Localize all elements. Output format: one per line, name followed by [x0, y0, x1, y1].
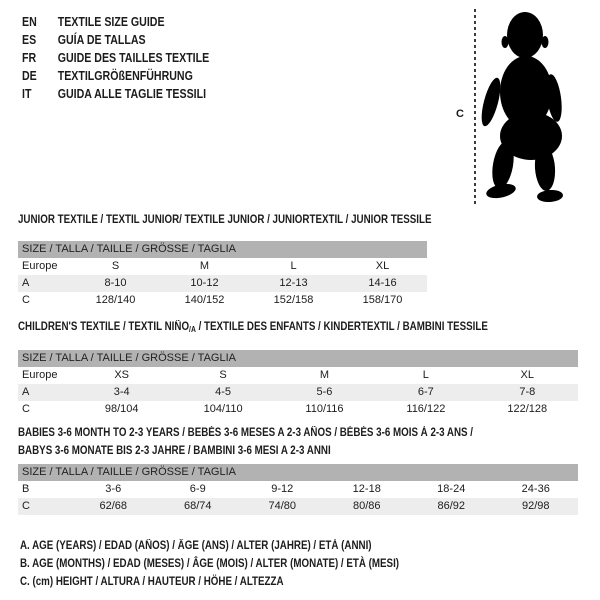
language-code: DE [22, 69, 37, 83]
language-row [22, 85, 209, 103]
row-label-cell: C [22, 500, 30, 512]
language-label: GUÍA DE TALLAS [57, 33, 146, 47]
legend-line-a: A. AGE (YEARS) / EDAD (AÑOS) / ÂGE (ANS) / ALTER (JAHRE) / ETÀ (ANNI) [20, 540, 372, 552]
size-value-cell: M [319, 369, 330, 381]
language-row [22, 67, 209, 85]
children-title-subscript: /A [189, 325, 196, 334]
height-dashed-line [474, 9, 476, 205]
size-value-cell: 128/140 [95, 294, 136, 306]
language-label: TEXTILE SIZE GUIDE [57, 15, 165, 29]
size-value-cell: L [422, 369, 429, 381]
table-row [18, 498, 578, 515]
language-label: TEXTILGRÖßENFÜHRUNG [57, 69, 193, 83]
language-label: GUIDA ALLE TAGLIE TESSILI [57, 87, 207, 101]
size-value-cell: 9-12 [271, 483, 294, 495]
babies-size-table [18, 481, 578, 515]
height-marker-label: C [456, 108, 464, 120]
row-label-cell: C [22, 403, 30, 415]
language-code: EN [22, 15, 37, 29]
junior-table-title: JUNIOR TEXTILE / TEXTIL JUNIOR/ TEXTILE JUNIOR / JUNIORTEXTIL / JUNIOR TESSILE [18, 214, 432, 226]
size-value-cell: XL [520, 369, 535, 381]
size-value-cell: XL [375, 260, 390, 272]
size-value-cell: 116/122 [406, 403, 446, 415]
legend-line-c: C. (cm) HEIGHT / ALTURA / HAUTEUR / HÖHE / ALTEZZA [20, 576, 284, 588]
size-value-cell: 6-9 [189, 483, 206, 495]
size-value-cell: 68/74 [183, 500, 212, 512]
size-value-cell: 4-5 [215, 386, 232, 398]
language-row [22, 49, 209, 67]
size-header-bar: SIZE / TALLA / TAILLE / GRÖSSE / TAGLIA [18, 464, 578, 481]
size-value-cell: L [290, 260, 297, 272]
row-label-cell: B [22, 483, 30, 495]
size-value-cell: 14-16 [368, 277, 397, 289]
language-row [22, 31, 209, 49]
toddler-silhouette-image [481, 10, 567, 208]
size-value-cell: S [111, 260, 120, 272]
language-label: GUIDE DES TAILLES TEXTILE [57, 51, 210, 65]
row-label-cell: C [22, 294, 30, 306]
row-label-cell: A [22, 386, 30, 398]
language-code: FR [22, 51, 37, 65]
language-code: IT [22, 87, 32, 101]
language-code: ES [22, 33, 37, 47]
size-value-cell: 3-4 [113, 386, 130, 398]
size-value-cell: 8-10 [104, 277, 127, 289]
size-value-cell: 24-36 [521, 483, 550, 495]
children-size-table [18, 367, 578, 418]
table-row [18, 258, 427, 275]
table-row [18, 481, 578, 498]
table-row [18, 292, 427, 309]
junior-size-table [18, 258, 427, 309]
language-row [22, 13, 209, 31]
size-value-cell: 10-12 [190, 277, 219, 289]
babies-table-title [18, 424, 494, 460]
size-value-cell: 104/110 [203, 403, 243, 415]
size-value-cell: 110/116 [305, 403, 344, 415]
row-label-cell: Europe [22, 260, 58, 272]
legend-line-b: B. AGE (MONTHS) / EDAD (MESES) / ÂGE (MOIS) / ALTER (MONATE) / ETÀ (MESI) [20, 558, 400, 570]
size-value-cell: M [199, 260, 210, 272]
babies-title-line-2: BABYS 3-6 MONATE BIS 2-3 JAHRE / BAMBINI 3-6 MESI A 2-3 ANNI [18, 445, 331, 457]
size-value-cell: 62/68 [99, 500, 128, 512]
size-value-cell: 7-8 [519, 386, 536, 398]
table-row [18, 275, 427, 292]
size-value-cell: 158/170 [362, 294, 403, 306]
size-value-cell: 3-6 [105, 483, 122, 495]
size-value-cell: 86/92 [437, 500, 466, 512]
babies-title-line-1: BABIES 3-6 MONTH TO 2-3 YEARS / BEBÉS 3-6 MESES A 2-3 AÑOS / BÉBÉS 3-6 MOIS À 2-3 ANS / [18, 427, 474, 439]
children-title-text: / TEXTILE DES ENFANTS / KINDERTEXTIL / BAMBINI TESSILE [195, 321, 488, 333]
size-value-cell: 74/80 [268, 500, 297, 512]
size-value-cell: 5-6 [316, 386, 333, 398]
table-row [18, 384, 578, 401]
size-value-cell: 18-24 [437, 483, 466, 495]
size-value-cell: 12-18 [352, 483, 381, 495]
children-title-text: CHILDREN'S TEXTILE / TEXTIL NIÑO [18, 321, 190, 333]
size-value-cell: 12-13 [279, 277, 308, 289]
junior-section [18, 214, 432, 309]
children-section [18, 321, 578, 418]
size-value-cell: 140/152 [184, 294, 225, 306]
row-label-cell: Europe [22, 369, 58, 381]
size-value-cell: S [219, 369, 227, 381]
size-value-cell: 6-7 [417, 386, 434, 398]
table-row [18, 401, 578, 418]
babies-section [18, 424, 578, 515]
size-value-cell: 92/98 [521, 500, 550, 512]
size-value-cell: 98/104 [104, 403, 139, 415]
size-value-cell: XS [114, 369, 130, 381]
legend [20, 537, 399, 591]
size-value-cell: 152/158 [273, 294, 314, 306]
size-header-bar: SIZE / TALLA / TAILLE / GRÖSSE / TAGLIA [18, 241, 427, 258]
size-value-cell: 122/128 [507, 403, 548, 415]
size-value-cell: 80/86 [352, 500, 381, 512]
row-label-cell: A [22, 277, 30, 289]
size-header-bar: SIZE / TALLA / TAILLE / GRÖSSE / TAGLIA [18, 350, 578, 367]
language-list [22, 13, 209, 103]
table-row [18, 367, 578, 384]
children-table-title [18, 321, 494, 336]
